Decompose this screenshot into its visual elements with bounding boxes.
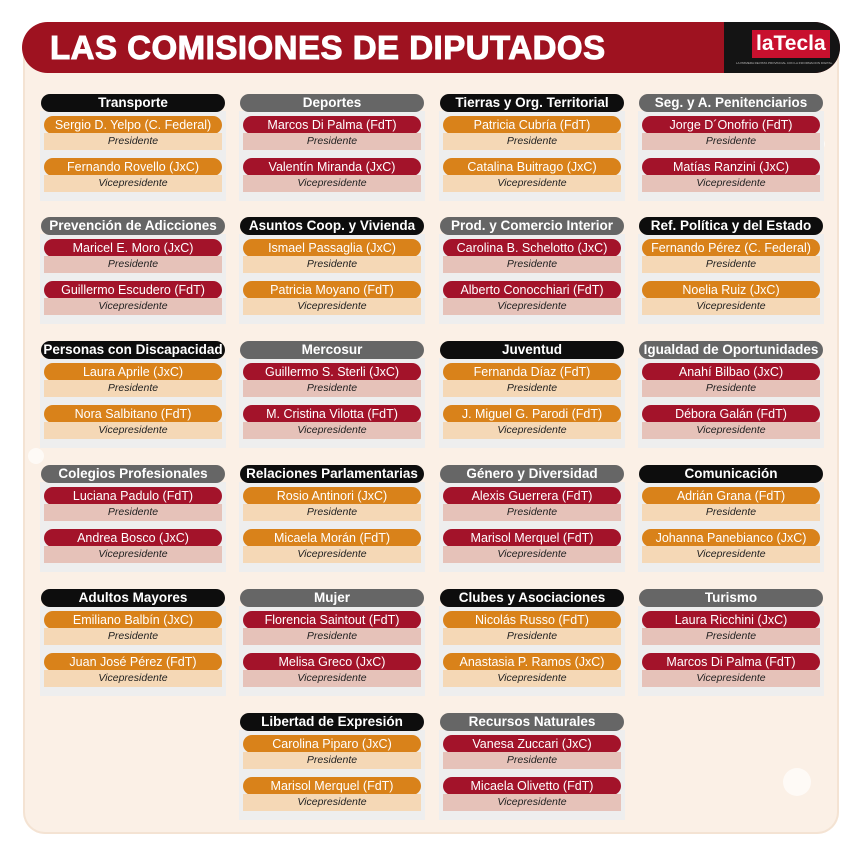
president-role-label: Presidente [443,628,621,645]
president-name: Sergio D. Yelpo (C. Federal) [44,116,222,134]
committee-card [439,217,625,324]
vicepresident-name: Anastasia P. Ramos (JxC) [443,653,621,671]
committee-card [239,341,425,448]
vicepresident-name: Valentín Miranda (JxC) [243,158,421,176]
committee-card [40,217,226,324]
president-role-label: Presidente [243,256,421,273]
vicepresident-role-label: Vicepresidente [44,546,222,563]
page-header [22,22,840,73]
president-name: Ismael Passaglia (JxC) [243,239,421,257]
page-title: LAS COMISIONES DE DIPUTADOS [50,29,606,66]
president-name: Nicolás Russo (FdT) [443,611,621,629]
president-role-label: Presidente [642,504,820,521]
committee-title: Colegios Profesionales [41,465,225,483]
vicepresident-role-label: Vicepresidente [642,422,820,439]
vicepresident-role-label: Vicepresidente [443,422,621,439]
committee-title: Mercosur [240,341,424,359]
committee-body [439,482,625,572]
committee-title: Prevención de Adicciones [41,217,225,235]
president-name: Emiliano Balbín (JxC) [44,611,222,629]
vicepresident-name: Alberto Conocchiari (FdT) [443,281,621,299]
committee-title: Mujer [240,589,424,607]
committee-body [40,234,226,324]
vicepresident-role-label: Vicepresidente [44,298,222,315]
committee-body [439,606,625,696]
committee-card [239,94,425,201]
decorative-dot [28,448,44,464]
vicepresident-name: Patricia Moyano (FdT) [243,281,421,299]
president-name: Florencia Saintout (FdT) [243,611,421,629]
president-name: Patricia Cubría (FdT) [443,116,621,134]
committee-card [40,465,226,572]
president-role-label: Presidente [642,628,820,645]
president-name: Carolina Piparo (JxC) [243,735,421,753]
vicepresident-role-label: Vicepresidente [642,546,820,563]
vicepresident-name: M. Cristina Vilotta (FdT) [243,405,421,423]
president-name: Laura Aprile (JxC) [44,363,222,381]
president-name: Laura Ricchini (JxC) [642,611,820,629]
committee-card [638,94,824,201]
committee-body [239,358,425,448]
committee-card [40,341,226,448]
committee-card [239,589,425,696]
vicepresident-role-label: Vicepresidente [243,670,421,687]
vicepresident-role-label: Vicepresidente [243,298,421,315]
latecla-logo [724,22,840,73]
vicepresident-name: Andrea Bosco (JxC) [44,529,222,547]
president-role-label: Presidente [443,256,621,273]
vicepresident-role-label: Vicepresidente [443,670,621,687]
vicepresident-name: Matías Ranzini (JxC) [642,158,820,176]
committee-card [40,94,226,201]
committee-title: Ref. Política y del Estado [639,217,823,235]
committee-title: Comunicación [639,465,823,483]
president-name: Jorge D´Onofrio (FdT) [642,116,820,134]
committee-body [638,606,824,696]
vicepresident-role-label: Vicepresidente [243,175,421,192]
committee-title: Clubes y Asociaciones [440,589,624,607]
committee-body [239,234,425,324]
committee-card [439,713,625,820]
committee-body [239,111,425,201]
president-role-label: Presidente [44,628,222,645]
vicepresident-name: Guillermo Escudero (FdT) [44,281,222,299]
committee-title: Recursos Naturales [440,713,624,731]
committee-body [439,730,625,820]
vicepresident-name: J. Miguel G. Parodi (FdT) [443,405,621,423]
committee-body [439,234,625,324]
vicepresident-name: Débora Galán (FdT) [642,405,820,423]
vicepresident-name: Nora Salbitano (FdT) [44,405,222,423]
vicepresident-role-label: Vicepresidente [443,546,621,563]
committee-body [239,606,425,696]
committee-title: Prod. y Comercio Interior [440,217,624,235]
vicepresident-name: Marisol Merquel (FdT) [243,777,421,795]
president-role-label: Presidente [642,133,820,150]
committee-body [638,482,824,572]
president-name: Guillermo S. Sterli (JxC) [243,363,421,381]
vicepresident-role-label: Vicepresidente [443,794,621,811]
president-role-label: Presidente [44,133,222,150]
president-role-label: Presidente [243,380,421,397]
committee-title: Personas con Discapacidad [41,341,225,359]
vicepresident-role-label: Vicepresidente [243,422,421,439]
logo-wordmark: laTecla [752,30,830,58]
vicepresident-role-label: Vicepresidente [44,422,222,439]
president-role-label: Presidente [44,504,222,521]
committee-title: Igualdad de Oportunidades [639,341,823,359]
vicepresident-name: Marcos Di Palma (FdT) [642,653,820,671]
committee-card [638,465,824,572]
committee-title: Asuntos Coop. y Vivienda [240,217,424,235]
committee-card [239,217,425,324]
vicepresident-role-label: Vicepresidente [642,175,820,192]
logo-tagline: LA PRIMERA REVISTA PROVINCIAL CON LA INFORMACION DIGITAL [736,61,833,65]
committee-title: Relaciones Parlamentarias [240,465,424,483]
president-name: Anahí Bilbao (JxC) [642,363,820,381]
committee-body [439,358,625,448]
president-role-label: Presidente [443,504,621,521]
president-role-label: Presidente [44,380,222,397]
committee-card [439,589,625,696]
committee-body [40,111,226,201]
committee-card [439,94,625,201]
committee-title: Género y Diversidad [440,465,624,483]
president-role-label: Presidente [642,256,820,273]
president-name: Vanesa Zuccari (JxC) [443,735,621,753]
vicepresident-name: Micaela Morán (FdT) [243,529,421,547]
committee-card [638,589,824,696]
president-name: Carolina B. Schelotto (JxC) [443,239,621,257]
vicepresident-role-label: Vicepresidente [44,175,222,192]
president-role-label: Presidente [243,752,421,769]
committee-body [239,482,425,572]
committee-title: Libertad de Expresión [240,713,424,731]
committee-body [439,111,625,201]
vicepresident-name: Fernando Rovello (JxC) [44,158,222,176]
president-name: Marcos Di Palma (FdT) [243,116,421,134]
president-role-label: Presidente [243,504,421,521]
vicepresident-role-label: Vicepresidente [642,298,820,315]
committee-card [439,465,625,572]
committee-body [239,730,425,820]
vicepresident-role-label: Vicepresidente [44,670,222,687]
committee-body [40,482,226,572]
president-role-label: Presidente [642,380,820,397]
vicepresident-name: Marisol Merquel (FdT) [443,529,621,547]
committee-title: Turismo [639,589,823,607]
committee-title: Juventud [440,341,624,359]
vicepresident-role-label: Vicepresidente [243,794,421,811]
committee-card [239,465,425,572]
president-name: Rosio Antinori (JxC) [243,487,421,505]
committee-title: Adultos Mayores [41,589,225,607]
committee-card [239,713,425,820]
decorative-dot [783,768,811,796]
vicepresident-name: Melisa Greco (JxC) [243,653,421,671]
vicepresident-name: Noelia Ruiz (JxC) [642,281,820,299]
committee-card [40,589,226,696]
president-role-label: Presidente [243,133,421,150]
committee-title: Tierras y Org. Territorial [440,94,624,112]
committee-body [40,358,226,448]
president-role-label: Presidente [443,133,621,150]
committee-body [40,606,226,696]
vicepresident-name: Catalina Buitrago (JxC) [443,158,621,176]
president-role-label: Presidente [243,628,421,645]
president-role-label: Presidente [44,256,222,273]
president-name: Maricel E. Moro (JxC) [44,239,222,257]
committee-title: Seg. y A. Penitenciarios [639,94,823,112]
president-name: Fernanda Díaz (FdT) [443,363,621,381]
vicepresident-name: Johanna Panebianco (JxC) [642,529,820,547]
vicepresident-name: Juan José Pérez (FdT) [44,653,222,671]
vicepresident-role-label: Vicepresidente [642,670,820,687]
committee-card [439,341,625,448]
vicepresident-role-label: Vicepresidente [243,546,421,563]
committee-body [638,358,824,448]
president-name: Alexis Guerrera (FdT) [443,487,621,505]
vicepresident-role-label: Vicepresidente [443,298,621,315]
president-name: Adrián Grana (FdT) [642,487,820,505]
vicepresident-name: Micaela Olivetto (FdT) [443,777,621,795]
president-name: Fernando Pérez (C. Federal) [642,239,820,257]
committee-body [638,111,824,201]
committee-body [638,234,824,324]
committee-title: Transporte [41,94,225,112]
president-role-label: Presidente [443,380,621,397]
committee-card [638,217,824,324]
committee-title: Deportes [240,94,424,112]
president-role-label: Presidente [443,752,621,769]
vicepresident-role-label: Vicepresidente [443,175,621,192]
committee-card [638,341,824,448]
president-name: Luciana Padulo (FdT) [44,487,222,505]
